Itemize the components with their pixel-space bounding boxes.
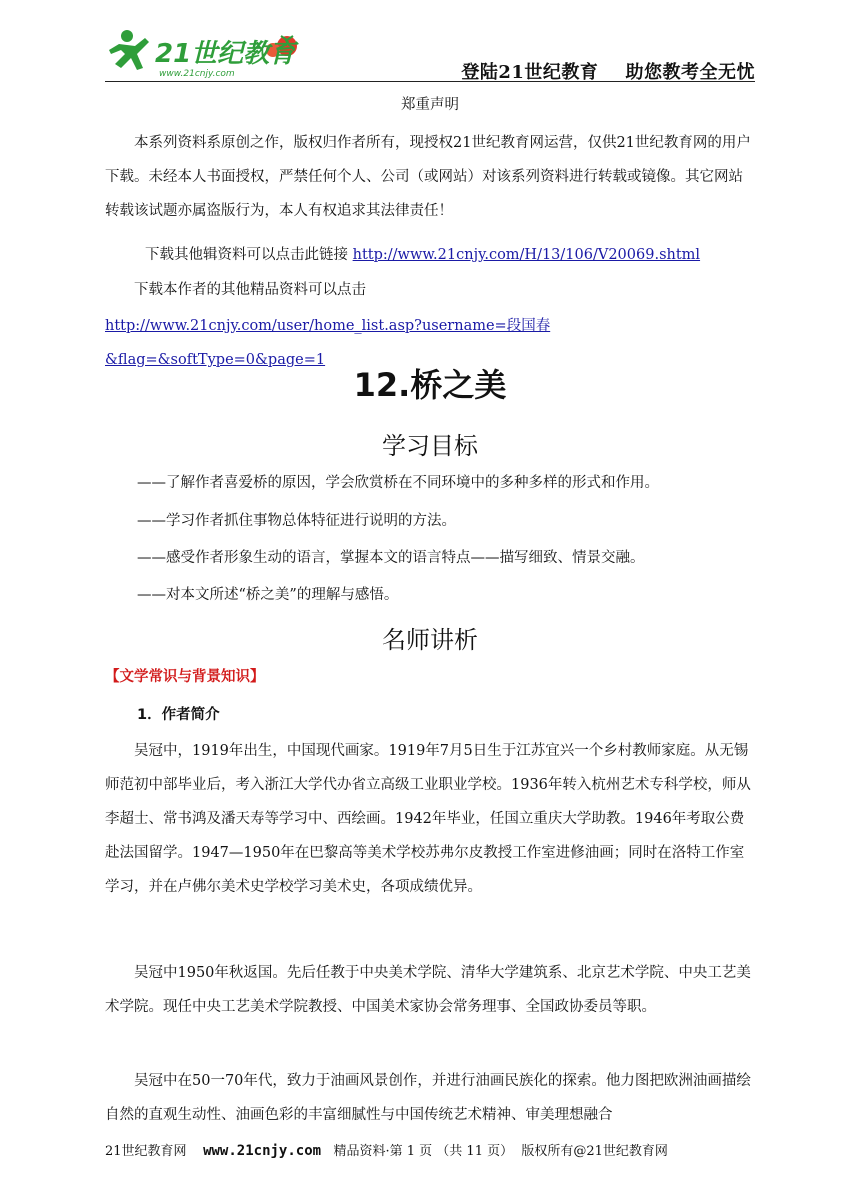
lesson-title: 12.桥之美 [353,366,507,404]
subsection-title: 1．作者简介 [137,707,220,723]
footer-left: 21世纪教育网 [105,1144,187,1159]
download-other-link[interactable]: http://www.21cnjy.com/H/13/106/V20069.shtml [352,247,701,263]
goal-item: ——学习作者抓住事物总体特征进行说明的方法。 [137,513,456,529]
download-author-label: 下载本作者的其他精品资料可以点击 [134,282,366,298]
section-tag [105,660,755,694]
download-author-link[interactable]: http://www.21cnjy.com/user/home_list.asp?username=段国春&flag=&softType=0&page=1 [105,318,551,368]
analysis-heading: 名师讲析 [382,626,478,654]
notice-body: 本系列资料系原创之作，版权归作者所有，现授权21世纪教育网运营，仅供21世纪教育网的用户下载。未经本人书面授权，严禁任何个人、公司（或网站）对该系列资料进行转载或镜像。其它网站转载该试题亦属盗版行为，本人有权追求其法律责任！ [105,135,751,219]
goal-item: ——对本文所述“桥之美”的理解与感悟。 [137,587,399,603]
download-other [105,238,755,272]
page-header [105,20,755,82]
paragraph: 吴冠中1950年秋返国。先后任教于中央美术学院、清华大学建筑系、北京艺术学院、中央工艺美术学院。现任中央工艺美术学院教授、中国美术家协会常务理事、全国政协委员等职。 [105,965,751,1015]
footer-site: www.21cnjy.com [203,1143,322,1159]
goals-heading: 学习目标 [382,432,478,460]
paragraph: 吴冠中，1919年出生，中国现代画家。1919年7月5日生于江苏宜兴一个乡村教师家庭。从无锡师范初中部毕业后，考入浙江大学代办省立高级工业职业学校。1936年转入杭州艺术专科学校，师从李超士、常书鸿及潘天寿等学习中、西绘画。1942年毕业，任国立重庆大学助教。1946年考取公费赴法国留学。1947—1950年在巴黎高等美术学校苏弗尔皮教授工作室进修油画；同时在洛特工作室学习，并在卢佛尔美术史学校学习美术史，各项成绩优异。 [105,743,751,895]
logo-text: 21世纪教育 [155,39,296,69]
section-tag-label: 【文学常识与背景知识】 [105,669,265,685]
notice-title: 郑重声明 [401,97,459,113]
goal-item: ——了解作者喜爱桥的原因，学会欣赏桥在不同环境中的多种多样的形式和作用。 [137,475,659,491]
goal-item: ——感受作者形象生动的语言，掌握本文的语言特点——描写细致、情景交融。 [137,550,645,566]
header-divider [105,81,755,82]
paragraph: 吴冠中在50一70年代，致力于油画风景创作，并进行油画民族化的探索。他力图把欧洲油画描绘自然的直观生动性、油画色彩的丰富细腻性与中国传统艺术精神、审美理想融合 [105,1073,751,1123]
footer-right: 版权所有@21世纪教育网 [521,1144,668,1159]
footer-middle: 精品资料·第 1 页 （共 11 页） [333,1144,514,1159]
runner-icon [109,30,149,70]
logo-url: www.21cnjy.com [159,69,235,79]
logo-21cnjy [105,24,355,80]
download-other-label: 下载其他辑资料可以点击此链接 [145,247,348,263]
page-footer [105,1140,755,1159]
header-slogan: 登陆21世纪教育 助您教考全无忧 [461,62,755,83]
